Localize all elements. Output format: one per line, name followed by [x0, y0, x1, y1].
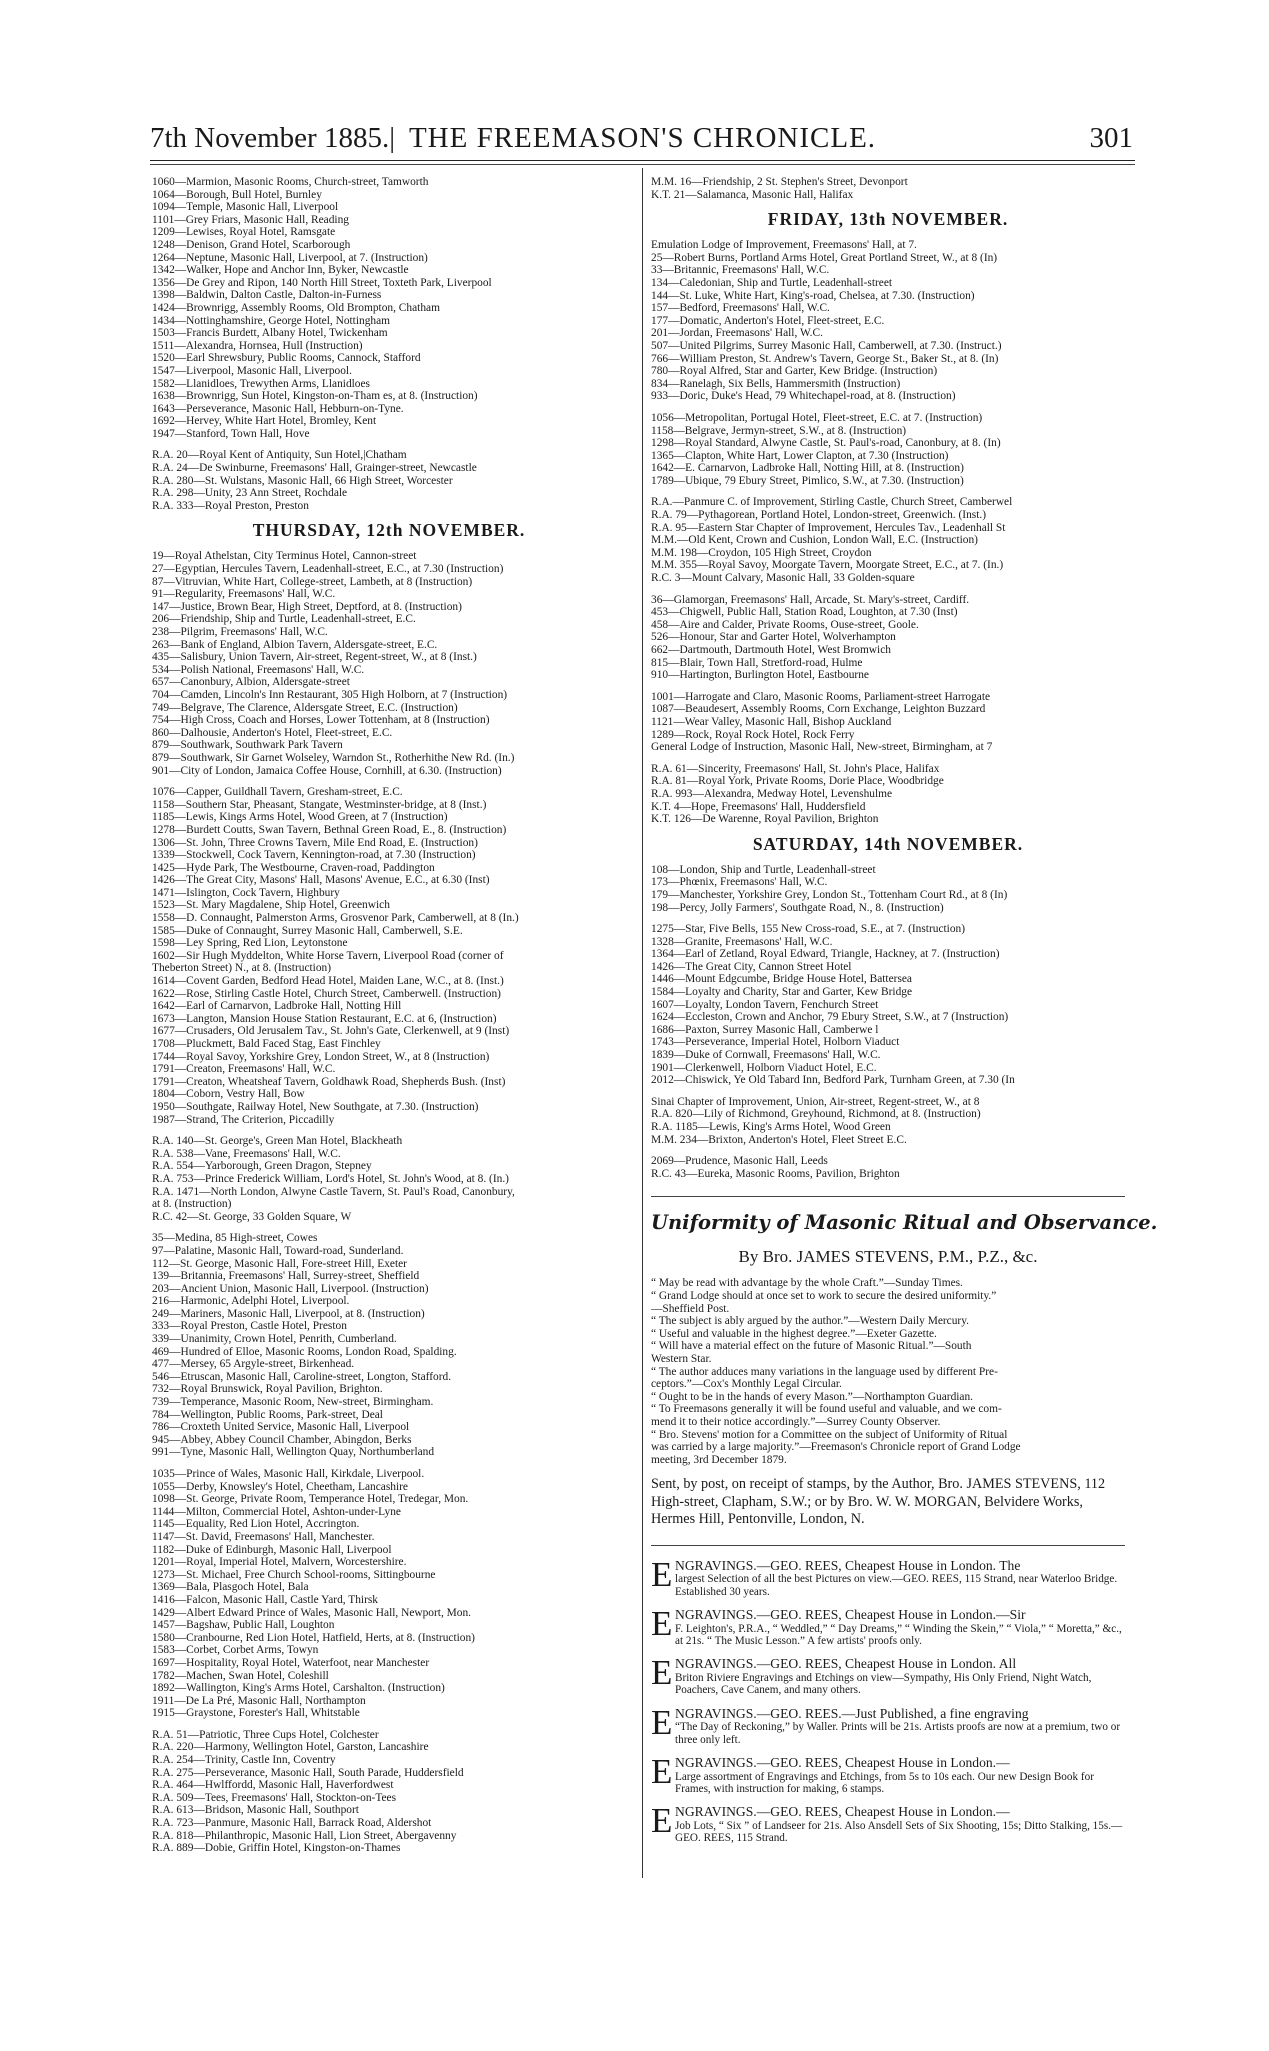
- list-item: R.A. 20—Royal Kent of Antiquity, Sun Hotel,|Chatham: [152, 449, 407, 462]
- engraving-body: Large assortment of Engravings and Etchings, from 5s to 10s each. Our new Design Book for Frames, with instruction for making, 6 stamps.: [675, 1770, 1094, 1795]
- spacer: [651, 914, 1125, 923]
- column-divider: [642, 168, 643, 1878]
- list-item: 1145—Equality, Red Lion Hotel, Accrington.: [152, 1518, 360, 1531]
- list-item: 1121—Wear Valley, Masonic Hall, Bishop Auckland: [651, 715, 892, 728]
- list-item: 662—Dartmouth, Dartmouth Hotel, West Bromwich: [651, 644, 891, 656]
- list-item: 860—Dalhousie, Anderton's Hotel, Fleet-street, E.C.: [152, 726, 393, 739]
- ad-rule: [651, 1196, 1125, 1197]
- list-item: 1987—Strand, The Criterion, Piccadilly: [152, 1113, 335, 1126]
- list-item: 1429—Albert Edward Prince of Wales, Masonic Hall, Newport, Mon.: [152, 1606, 472, 1619]
- list-item: 1278—Burdett Coutts, Swan Tavern, Bethnal Green Road, E., 8. (Instruction): [152, 823, 507, 836]
- list-item: R.A. 993—Alexandra, Medway Hotel, Levenshulme: [651, 787, 893, 800]
- list-item: Sinai Chapter of Improvement, Union, Air-street, Regent-street, W., at 8: [651, 1095, 980, 1108]
- list-item: R.A. 613—Bridson, Masonic Hall, Southport: [152, 1804, 359, 1817]
- list-item: R.A. 554—Yarborough, Green Dragon, Stepney: [152, 1160, 372, 1173]
- list-item: “ May be read with advantage by the whole Craft.”—Sunday Times.: [651, 1277, 963, 1290]
- list-item: 333—Royal Preston, Castle Hotel, Preston: [152, 1320, 347, 1333]
- list-item: Emulation Lodge of Improvement, Freemasons' Hall, at 7.: [651, 239, 917, 252]
- list-item: 1275—Star, Five Bells, 155 New Cross-road, S.E., at 7. (Instruction): [651, 923, 966, 936]
- list-item: 1182—Duke of Edinburgh, Masonic Hall, Liverpool: [152, 1543, 392, 1556]
- list-item: 1209—Lewises, Royal Hotel, Ramsgate: [152, 226, 336, 239]
- list-item: 1643—Perseverance, Masonic Hall, Hebburn-on-Tyne.: [152, 402, 404, 415]
- list-item: R.A. 275—Perseverance, Masonic Hall, South Parade, Huddersfield: [152, 1766, 464, 1779]
- list-item: 1892—Wallington, King's Arms Hotel, Carshalton. (Instruction): [152, 1682, 445, 1695]
- list-item: 546—Etruscan, Masonic Hall, Caroline-street, Longton, Stafford.: [152, 1370, 452, 1383]
- list-item: 879—Southwark, Southwark Park Tavern: [152, 739, 343, 752]
- engraving-headline: NGRAVINGS.—GEO. REES, Cheapest House in London.—Sir: [675, 1607, 1026, 1623]
- engraving-body: “The Day of Reckoning,” by Waller. Prints will be 21s. Artists proofs are now at a premium, two or three only left.: [675, 1721, 1121, 1746]
- list-item: 526—Honour, Star and Garter Hotel, Wolverhampton: [651, 631, 896, 644]
- list-item: 35—Medina, 85 High-street, Cowes: [152, 1232, 318, 1245]
- list-item: “ Useful and valuable in the highest degree.”—Exeter Gazette.: [651, 1327, 937, 1340]
- engraving-ad: [651, 1801, 1125, 1845]
- list-item: mend it to their notice accordingly.”—Surrey County Observer.: [651, 1415, 941, 1428]
- list-item: R.A. 753—Prince Frederick William, Lord's Hotel, St. John's Wood, at 8. (In.): [152, 1172, 509, 1185]
- spacer: [651, 1087, 1125, 1096]
- list-item: 1201—Royal, Imperial Hotel, Malvern, Worcestershire.: [152, 1556, 407, 1569]
- list-item: 1789—Ubique, 79 Ebury Street, Pimlico, S.W., at 7.30. (Instruction): [651, 474, 964, 487]
- list-item: was carried by a large majority.”—Freemason's Chronicle report of Grand Lodge: [651, 1441, 1021, 1454]
- spacer: [651, 754, 1125, 763]
- list-item: 238—Pilgrim, Freemasons' Hall, W.C.: [152, 626, 328, 638]
- thursday-london-lodges: [152, 550, 626, 777]
- engraving-body: largest Selection of all the best Pictures on view.—GEO. REES, 115 Strand, near Waterloo Bridge. Established 30 years.: [675, 1573, 1118, 1598]
- list-item: 657—Canonbury, Albion, Aldersgate-street: [152, 676, 350, 689]
- spacer: [152, 777, 626, 786]
- list-item: Theberton Street) N., at 8. (Instruction): [152, 962, 332, 975]
- list-item: 1158—Belgrave, Jermyn-street, S.W., at 8. (Instruction): [651, 424, 907, 437]
- list-item: 834—Ranelagh, Six Bells, Hammersmith (Instruction): [651, 377, 901, 390]
- list-item: 1584—Loyalty and Charity, Star and Garter, Kew Bridge: [651, 986, 913, 999]
- list-item: 1076—Capper, Guildhall Tavern, Gresham-street, E.C.: [152, 786, 403, 799]
- engraving-body: F. Leighton's, P.R.A., “ Weddled,” “ Day Dreams,” “ Winding the Skein,” “ Viola,” “ Moretta,” &c., at 21s. “ The Music Lesson.” A few artists' proofs only.: [675, 1622, 1122, 1647]
- list-item: 1471—Islington, Cock Tavern, Highbury: [152, 886, 340, 899]
- thursday-country-lodges-2: [152, 1468, 626, 1720]
- list-item: 1708—Pluckmett, Bald Faced Stag, East Finchley: [152, 1038, 381, 1050]
- list-item: 435—Salisbury, Union Tavern, Air-street, Regent-street, W., at 8 (Inst.): [152, 651, 477, 664]
- list-item: 1035—Prince of Wales, Masonic Hall, Kirkdale, Liverpool.: [152, 1468, 425, 1480]
- engraving-headline: NGRAVINGS.—GEO. REES, Cheapest House in London.—: [675, 1804, 1010, 1820]
- list-item: 1583—Corbet, Corbet Arms, Towyn: [152, 1644, 319, 1657]
- list-item: R.A. 298—Unity, 23 Ann Street, Rochdale: [152, 487, 348, 500]
- list-item: 25—Robert Burns, Portland Arms Hotel, Great Portland Street, W., at 8 (In): [651, 251, 998, 264]
- list-item: K.T. 4—Hope, Freemasons' Hall, Huddersfield: [651, 800, 866, 813]
- saturday-london-chapters: [651, 1096, 1125, 1146]
- list-item: 784—Wellington, Public Rooms, Park-street, Deal: [152, 1408, 383, 1421]
- spacer: [152, 1720, 626, 1729]
- list-item: 2012—Chiswick, Ye Old Tabard Inn, Bedford Park, Turnham Green, at 7.30 (In: [651, 1074, 1015, 1087]
- thursday-other-degrees: [651, 176, 1125, 201]
- spacer: [152, 440, 626, 449]
- list-item: 1457—Bagshaw, Public Hall, Loughton: [152, 1619, 335, 1632]
- list-item: “ Grand Lodge should at once set to work to secure the desired uniformity.”: [651, 1289, 997, 1302]
- friday-london-lodges-2: [651, 412, 1125, 488]
- list-item: 36—Glamorgan, Freemasons' Hall, Arcade, St. Mary's-street, Cardiff.: [651, 593, 970, 606]
- list-item: 1101—Grey Friars, Masonic Hall, Reading: [152, 213, 349, 226]
- list-item: 249—Mariners, Masonic Hall, Liverpool, at 8. (Instruction): [152, 1307, 425, 1320]
- masthead-title: THE FREEMASON'S CHRONICLE.: [408, 122, 877, 154]
- list-item: “ Ought to be in the hands of every Mason.”—Northampton Guardian.: [651, 1390, 974, 1403]
- list-item: 1582—Llanidloes, Trewythen Arms, Llanidloes: [152, 377, 370, 390]
- engraving-ad: [651, 1604, 1125, 1647]
- list-item: 1055—Derby, Knowsley's Hotel, Cheetham, Lancashire: [152, 1480, 408, 1493]
- list-item: 1602—Sir Hugh Myddelton, White Horse Tavern, Liverpool Road (corner of: [152, 949, 504, 962]
- friday-country-lodges: [651, 594, 1125, 682]
- list-item: 1950—Southgate, Railway Hotel, New Southgate, at 7.30. (Instruction): [152, 1100, 479, 1113]
- list-item: 179—Manchester, Yorkshire Grey, London St., Tottenham Court Rd., at 8 (In): [651, 888, 1008, 901]
- list-item: 1328—Granite, Freemasons' Hall, W.C.: [651, 935, 833, 948]
- list-item: R.C. 42—St. George, 33 Golden Square, W: [152, 1210, 352, 1223]
- list-item: General Lodge of Instruction, Masonic Hall, New-street, Birmingham, at 7: [651, 741, 993, 754]
- spacer: [651, 585, 1125, 594]
- list-item: “ Bro. Stevens' motion for a Committee on the subject of Uniformity of Ritual: [651, 1428, 1008, 1441]
- list-item: K.T. 21—Salamanca, Masonic Hall, Halifax: [651, 188, 854, 201]
- friday-london-chapters: [651, 496, 1125, 584]
- list-item: at 8. (Instruction): [152, 1198, 232, 1211]
- list-item: 1503—Francis Burdett, Albany Hotel, Twickenham: [152, 327, 388, 340]
- list-item: meeting, 3rd December 1879.: [651, 1453, 787, 1466]
- list-item: 933—Doric, Duke's Head, 79 Whitechapel-road, at 8. (Instruction): [651, 390, 956, 403]
- list-item: R.A. 333—Royal Preston, Preston: [152, 499, 309, 512]
- list-item: 1558—D. Connaught, Palmerston Arms, Grosvenor Park, Camberwell, at 8 (In.): [152, 912, 519, 925]
- engravings-ads: [651, 1554, 1125, 1845]
- list-item: 1947—Stanford, Town Hall, Hove: [152, 427, 310, 440]
- thursday-country-lodges: [152, 1232, 626, 1459]
- list-item: 203—Ancient Union, Masonic Hall, Liverpool. (Instruction): [152, 1282, 429, 1295]
- list-item: 216—Harmonic, Adelphi Hotel, Liverpool.: [152, 1295, 350, 1308]
- saturday-country: [651, 1155, 1125, 1180]
- list-item: 33—Britannic, Freemasons' Hall, W.C.: [651, 264, 830, 277]
- list-item: 1839—Duke of Cornwall, Freemasons' Hall, W.C.: [651, 1049, 881, 1062]
- list-item: 1744—Royal Savoy, Yorkshire Grey, London Street, W., at 8 (Instruction): [152, 1050, 490, 1063]
- list-item: 108—London, Ship and Turtle, Leadenhall-street: [651, 863, 876, 876]
- list-item: 1686—Paxton, Surrey Masonic Hall, Camberwe l: [651, 1023, 879, 1036]
- drop-initial: E: [651, 1604, 673, 1644]
- spacer: [152, 1459, 626, 1468]
- list-item: R.A. 51—Patriotic, Three Cups Hotel, Colchester: [152, 1728, 379, 1741]
- wednesday-country-lodges: [152, 176, 626, 440]
- spacer: [651, 682, 1125, 691]
- list-item: 198—Percy, Jolly Farmers', Southgate Road, N., 8. (Instruction): [651, 901, 944, 914]
- list-item: 780—Royal Alfred, Star and Garter, Kew Bridge. (Instruction): [651, 365, 938, 378]
- list-item: 1642—E. Carnarvon, Ladbroke Hall, Notting Hill, at 8. (Instruction): [651, 462, 964, 475]
- list-item: 139—Britannia, Freemasons' Hall, Surrey-street, Sheffield: [152, 1270, 420, 1283]
- list-item: 815—Blair, Town Hall, Stretford-road, Hulme: [651, 656, 863, 669]
- friday-country-lodges-2: [651, 691, 1125, 754]
- list-item: 754—High Cross, Coach and Horses, Lower Tottenham, at 8 (Instruction): [152, 714, 490, 727]
- list-item: “ Will have a material effect on the future of Masonic Ritual.”—South: [651, 1340, 972, 1353]
- wednesday-chapters: [152, 449, 626, 512]
- list-item: 1638—Brownrigg, Sun Hotel, Kingston-on-Tham es, at 8. (Instruction): [152, 390, 478, 403]
- engraving-ad: [651, 1653, 1125, 1697]
- list-item: R.A. 818—Philanthropic, Masonic Hall, Lion Street, Abergavenny: [152, 1829, 457, 1842]
- list-item: 1547—Liverpool, Masonic Hall, Liverpool.: [152, 364, 352, 377]
- saturday-london-lodges: [651, 864, 1125, 914]
- list-item: —Sheffield Post.: [651, 1302, 730, 1315]
- list-item: 1094—Temple, Masonic Hall, Liverpool: [152, 201, 339, 214]
- thursday-london-lodges-2: [152, 786, 626, 1126]
- list-item: R.A. 1471—North London, Alwyne Castle Tavern, St. Paul's Road, Canonbury,: [152, 1185, 515, 1198]
- list-item: 991—Tyne, Masonic Hall, Wellington Quay, Northumberland: [152, 1446, 435, 1459]
- list-item: 749—Belgrave, The Clarence, Aldersgate Street, E.C. (Instruction): [152, 701, 458, 714]
- list-item: 453—Chigwell, Public Hall, Station Road, Loughton, at 7.30 (Inst): [651, 606, 958, 619]
- list-item: 1598—Ley Spring, Red Lion, Leytonstone: [152, 937, 348, 950]
- ad-title: Uniformity of Masonic Ritual and Observance.: [651, 1211, 1158, 1235]
- list-item: 704—Camden, Lincoln's Inn Restaurant, 305 High Holborn, at 7 (Instruction): [152, 688, 508, 701]
- friday-country-chapters: [651, 763, 1125, 826]
- list-item: 1804—Coborn, Vestry Hall, Bow: [152, 1088, 305, 1101]
- list-item: 945—Abbey, Abbey Council Chamber, Abingdon, Berks: [152, 1433, 412, 1446]
- drop-initial: E: [651, 1554, 673, 1594]
- list-item: 766—William Preston, St. Andrew's Tavern, George St., Baker St., at 8. (In): [651, 352, 999, 365]
- list-item: M.M. 355—Royal Savoy, Moorgate Tavern, Moorgate Street, E.C., at 7. (In.): [651, 559, 1004, 572]
- spacer: [152, 1223, 626, 1232]
- list-item: 97—Palatine, Masonic Hall, Toward-road, Sunderland.: [152, 1244, 404, 1257]
- list-item: 1697—Hospitality, Royal Hotel, Waterfoot, near Manchester: [152, 1656, 430, 1669]
- list-item: R.A. 820—Lily of Richmond, Greyhound, Richmond, at 8. (Instruction): [651, 1108, 981, 1121]
- engravings-rule: [651, 1545, 1125, 1546]
- list-item: R.A. 254—Trinity, Castle Inn, Coventry: [152, 1754, 336, 1767]
- list-item: 1446—Mount Edgcumbe, Bridge House Hotel, Battersea: [651, 973, 912, 986]
- thursday-london-chapters: [152, 1135, 626, 1223]
- list-item: 469—Hundred of Elloe, Masonic Rooms, London Road, Spalding.: [152, 1345, 457, 1358]
- list-item: 1901—Clerkenwell, Holborn Viaduct Hotel, E.C.: [651, 1061, 877, 1074]
- list-item: M.M. 198—Croydon, 105 High Street, Croydon: [651, 546, 872, 559]
- list-item: 2069—Prudence, Masonic Hall, Leeds: [651, 1155, 828, 1168]
- spacer: [651, 1146, 1125, 1155]
- list-item: 173—Phœnix, Freemasons' Hall, W.C.: [651, 876, 828, 889]
- list-item: 1364—Earl of Zetland, Royal Edward, Triangle, Hackney, at 7. (Instruction): [651, 948, 1000, 961]
- list-item: 1624—Eccleston, Crown and Anchor, 79 Ebury Street, S.W., at 7 (Instruction): [651, 1011, 1009, 1024]
- list-item: 201—Jordan, Freemasons' Hall, W.C.: [651, 327, 823, 340]
- list-item: 477—Mersey, 65 Argyle-street, Birkenhead.: [152, 1358, 355, 1371]
- list-item: 339—Unanimity, Crown Hotel, Penrith, Cumberland.: [152, 1333, 397, 1346]
- list-item: 739—Temperance, Masonic Room, New-street, Birmingham.: [152, 1396, 434, 1409]
- list-item: 91—Regularity, Freemasons' Hall, W.C.: [152, 588, 336, 601]
- list-item: 147—Justice, Brown Bear, High Street, Deptford, at 8. (Instruction): [152, 600, 462, 613]
- engraving-headline: NGRAVINGS.—GEO. REES, Cheapest House in London. The: [675, 1557, 1021, 1573]
- list-item: R.A. 1185—Lewis, King's Arms Hotel, Wood Green: [651, 1121, 891, 1133]
- list-item: 19—Royal Athelstan, City Terminus Hotel, Cannon-street: [152, 550, 417, 563]
- list-item: R.A. 509—Tees, Freemasons' Hall, Stockton-on-Tees: [152, 1791, 397, 1804]
- list-item: K.T. 126—De Warenne, Royal Pavilion, Brighton: [651, 813, 879, 826]
- engraving-headline: NGRAVINGS.—GEO. REES, Cheapest House in London. All: [675, 1656, 1017, 1672]
- list-item: Western Star.: [651, 1352, 712, 1365]
- list-item: R.C. 43—Eureka, Masonic Rooms, Pavilion, Brighton: [651, 1167, 900, 1180]
- list-item: 134—Caledonian, Ship and Turtle, Leadenhall-street: [651, 276, 893, 289]
- list-item: 786—Croxteth United Service, Masonic Hall, Liverpool: [152, 1421, 410, 1434]
- list-item: 879—Southwark, Sir Garnet Wolseley, Warndon St., Rotherhithe New Rd. (In.): [152, 751, 515, 764]
- list-item: 1791—Creaton, Wheatsheaf Tavern, Goldhawk Road, Shepherds Bush. (Inst): [152, 1075, 506, 1088]
- drop-initial: E: [651, 1752, 673, 1792]
- list-item: 1580—Cranbourne, Red Lion Hotel, Hatfield, Herts, at 8. (Instruction): [152, 1631, 475, 1644]
- list-item: 1060—Marmion, Masonic Rooms, Church-street, Tamworth: [152, 176, 429, 188]
- list-item: 27—Egyptian, Hercules Tavern, Leadenhall-street, E.C., at 7.30 (Instruction): [152, 563, 504, 576]
- list-item: 1520—Earl Shrewsbury, Public Rooms, Cannock, Stafford: [152, 352, 421, 365]
- list-item: R.A. 220—Harmony, Wellington Hotel, Garston, Lancashire: [152, 1741, 429, 1754]
- list-item: R.A.—Panmure C. of Improvement, Stirling Castle, Church Street, Camberwel: [651, 496, 1013, 509]
- list-item: R.C. 3—Mount Calvary, Masonic Hall, 33 Golden-square: [651, 572, 915, 585]
- list-item: 177—Domatic, Anderton's Hotel, Fleet-street, E.C.: [651, 314, 885, 327]
- list-item: 1642—Earl of Carnarvon, Ladbroke Hall, Notting Hill: [152, 1000, 402, 1013]
- list-item: 507—United Pilgrims, Surrey Masonic Hall, Camberwell, at 7.30. (Instruct.): [651, 339, 1002, 352]
- list-item: 1342—Walker, Hope and Anchor Inn, Byker, Newcastle: [152, 264, 409, 277]
- list-item: R.A. 280—St. Wulstans, Masonic Hall, 66 High Street, Worcester: [152, 474, 453, 487]
- list-item: 1064—Borough, Bull Hotel, Burnley: [152, 188, 322, 201]
- list-item: 1147—St. David, Freemasons' Hall, Manchester.: [152, 1530, 375, 1543]
- list-item: R.A. 61—Sincerity, Freemasons' Hall, St. John's Place, Halifax: [651, 762, 940, 775]
- list-item: 1673—Langton, Mansion House Station Restaurant, E.C. at 6, (Instruction): [152, 1012, 497, 1025]
- list-item: 1158—Southern Star, Pheasant, Stangate, Westminster-bridge, at 8 (Inst.): [152, 798, 487, 811]
- list-item: 1692—Hervey, White Hart Hotel, Bromley, Kent: [152, 415, 377, 428]
- list-item: 1743—Perseverance, Imperial Hotel, Holborn Viaduct: [651, 1036, 900, 1049]
- list-item: R.A. 79—Pythagorean, Portland Hotel, London-street, Greenwich. (Inst.): [651, 509, 987, 522]
- engraving-ad: [651, 1554, 1125, 1598]
- list-item: 157—Bedford, Freemasons' Hall, W.C.: [651, 302, 830, 315]
- list-item: 1614—Covent Garden, Bedford Head Hotel, Maiden Lane, W.C., at 8. (Inst.): [152, 975, 504, 988]
- drop-initial: E: [651, 1801, 673, 1841]
- saturday-london-lodges-2: [651, 923, 1125, 1087]
- spacer: [651, 403, 1125, 412]
- drop-initial: E: [651, 1702, 673, 1742]
- engraving-headline: NGRAVINGS.—GEO. REES, Cheapest House in London.—: [675, 1755, 1010, 1771]
- page-number: 301: [1089, 122, 1133, 154]
- list-item: 1273—St. Michael, Free Church School-rooms, Sittingbourne: [152, 1568, 436, 1581]
- list-item: 1426—The Great City, Cannon Street Hotel: [651, 960, 852, 973]
- list-item: 1289—Rock, Royal Rock Hotel, Rock Ferry: [651, 728, 855, 741]
- list-item: 1416—Falcon, Masonic Hall, Castle Yard, Thirsk: [152, 1593, 379, 1606]
- list-item: 112—St. George, Masonic Hall, Fore-street Hill, Exeter: [152, 1257, 407, 1270]
- ad-author: By Bro. JAMES STEVENS, P.M., P.Z., &c.: [738, 1247, 1038, 1267]
- list-item: “ The author adduces many variations in the language used by different Pre-: [651, 1365, 998, 1378]
- list-item: 1424—Brownrigg, Assembly Rooms, Old Brompton, Chatham: [152, 301, 440, 314]
- list-item: 534—Polish National, Freemasons' Hall, W.C.: [152, 663, 365, 676]
- list-item: “ To Freemasons generally it will be found useful and valuable, and we com-: [651, 1403, 1002, 1416]
- list-item: 1098—St. George, Private Room, Temperance Hotel, Tredegar, Mon.: [152, 1493, 469, 1506]
- list-item: 1911—De La Pré, Masonic Hall, Northampton: [152, 1694, 366, 1707]
- thursday-country-chapters: [152, 1729, 626, 1855]
- list-item: R.A. 95—Eastern Star Chapter of Improvement, Hercules Tav., Leadenhall St: [651, 521, 1006, 534]
- list-item: 1677—Crusaders, Old Jerusalem Tav., St. John's Gate, Clerkenwell, at 9 (Inst): [152, 1025, 510, 1038]
- list-item: M.M.—Old Kent, Crown and Cushion, London Wall, E.C. (Instruction): [651, 534, 978, 547]
- list-item: 1915—Graystone, Forester's Hall, Whitstable: [152, 1707, 360, 1720]
- list-item: 1622—Rose, Stirling Castle Hotel, Church Street, Camberwell. (Instruction): [152, 987, 501, 1000]
- list-item: “ The subject is ably argued by the author.”—Western Daily Mercury.: [651, 1315, 970, 1328]
- list-item: 1426—The Great City, Masons' Hall, Masons' Avenue, E.C., at 6.30 (Inst): [152, 874, 490, 887]
- ad-reviews: [651, 1277, 1125, 1466]
- list-item: 1607—Loyalty, London Tavern, Fenchurch Street: [651, 998, 879, 1011]
- list-item: 1001—Harrogate and Claro, Masonic Rooms, Parliament-street Harrogate: [651, 690, 991, 703]
- list-item: 263—Bank of England, Albion Tavern, Aldersgate-street, E.C.: [152, 638, 438, 651]
- list-item: 458—Aire and Calder, Private Rooms, Ouse-street, Goole.: [651, 618, 919, 631]
- engraving-body: Job Lots, “ Six ” of Landseer for 21s. Also Ansdell Sets of Six Shooting, 15s; Ditto Stalking, 15s.—GEO. REES, 115 Strand.: [675, 1819, 1123, 1845]
- list-item: 1306—St. John, Three Crowns Tavern, Mile End Road, E. (Instruction): [152, 836, 478, 849]
- list-item: R.A. 81—Royal York, Private Rooms, Dorie Place, Woodbridge: [651, 775, 944, 788]
- page-header: [150, 120, 1135, 161]
- list-item: 1425—Hyde Park, The Westbourne, Craven-road, Paddington: [152, 861, 435, 874]
- list-item: 732—Royal Brunswick, Royal Pavilion, Brighton.: [152, 1383, 383, 1396]
- friday-london-lodges: [651, 239, 1125, 403]
- right-column: [651, 176, 1158, 1854]
- saturday-heading: SATURDAY, 14th NOVEMBER.: [752, 833, 1024, 854]
- spacer: [152, 1126, 626, 1135]
- list-item: 1585—Duke of Connaught, Surrey Masonic Hall, Camberwell, S.E.: [152, 924, 463, 937]
- list-item: 1365—Clapton, White Hart, Lower Clapton, at 7.30 (Instruction): [651, 449, 949, 462]
- list-item: 1339—Stockwell, Cock Tavern, Kennington-road, at 7.30 (Instruction): [152, 849, 476, 862]
- list-item: 1056—Metropolitan, Portugal Hotel, Fleet-street, E.C. at 7. (Instruction): [651, 411, 983, 424]
- list-item: M.M. 16—Friendship, 2 St. Stephen's Street, Devonport: [651, 176, 908, 188]
- drop-initial: E: [651, 1653, 673, 1693]
- list-item: 910—Hartington, Burlington Hotel, Eastbourne: [651, 669, 869, 682]
- left-column: [152, 176, 626, 1855]
- engraving-headline: NGRAVINGS.—GEO. REES.—Just Published, a fine engraving: [675, 1705, 1029, 1721]
- list-item: R.A. 140—St. George's, Green Man Hotel, Blackheath: [152, 1135, 403, 1148]
- list-item: 87—Vitruvian, White Hart, College-street, Lambeth, at 8 (Instruction): [152, 575, 473, 588]
- list-item: 1144—Milton, Commercial Hotel, Ashton-under-Lyne: [152, 1505, 401, 1518]
- list-item: 1398—Baldwin, Dalton Castle, Dalton-in-Furness: [152, 289, 382, 302]
- list-item: 1298—Royal Standard, Alwyne Castle, St. Paul's-road, Canonbury, at 8. (In): [651, 437, 1001, 450]
- list-item: 1356—De Grey and Ripon, 140 North Hill Street, Toxteth Park, Liverpool: [152, 276, 492, 289]
- engraving-body: Briton Riviere Engravings and Etchings on view—Sympathy, His Only Friend, Night Watch, Poachers, Cave Canem, and many others.: [675, 1671, 1092, 1697]
- list-item: 206—Friendship, Ship and Turtle, Leadenhall-street, E.C.: [152, 613, 416, 626]
- list-item: R.A. 464—Hwlffordd, Masonic Hall, Haverfordwest: [152, 1779, 394, 1792]
- friday-heading: FRIDAY, 13th NOVEMBER.: [767, 209, 1009, 230]
- list-item: M.M. 234—Brixton, Anderton's Hotel, Fleet Street E.C.: [651, 1133, 907, 1146]
- list-item: R.A. 538—Vane, Freemasons' Hall, W.C.: [152, 1147, 341, 1160]
- issue-date: 7th November 1885.|: [150, 122, 396, 154]
- spacer: [651, 487, 1125, 496]
- list-item: 1791—Creaton, Freemasons' Hall, W.C.: [152, 1063, 336, 1076]
- list-item: 1264—Neptune, Masonic Hall, Liverpool, at 7. (Instruction): [152, 251, 428, 264]
- list-item: R.A. 723—Panmure, Masonic Hall, Barrack Road, Aldershot: [152, 1817, 432, 1830]
- list-item: 1185—Lewis, Kings Arms Hotel, Wood Green, at 7 (Instruction): [152, 811, 448, 824]
- list-item: R.A. 889—Dobie, Griffin Hotel, Kingston-on-Thames: [152, 1842, 401, 1855]
- engraving-ad: [651, 1702, 1125, 1746]
- thursday-heading: THURSDAY, 12th NOVEMBER.: [252, 520, 526, 541]
- list-item: 1434—Nottinghamshire, George Hotel, Nottingham: [152, 314, 391, 327]
- list-item: R.A. 24—De Swinburne, Freemasons' Hall, Grainger-street, Newcastle: [152, 462, 477, 475]
- list-item: 1782—Machen, Swan Hotel, Coleshill: [152, 1669, 329, 1682]
- list-item: 1248—Denison, Grand Hotel, Scarborough: [152, 238, 351, 251]
- list-item: ceptors.”—Cox's Monthly Legal Circular.: [651, 1378, 842, 1391]
- list-item: 1369—Bala, Plasgoch Hotel, Bala: [152, 1581, 309, 1594]
- ad-sent-by-post: Sent, by post, on receipt of stamps, by the Author, Bro. JAMES STEVENS, 112 High-street, Clapham, S.W.; or by Bro. W. W. MORGAN, Belvidere Works, Hermes Hill, Pentonville, London, N.: [651, 1476, 1106, 1528]
- list-item: 1511—Alexandra, Hornsea, Hull (Instruction): [152, 339, 363, 352]
- list-item: 1523—St. Mary Magdalene, Ship Hotel, Greenwich: [152, 899, 390, 912]
- list-item: 144—St. Luke, White Hart, King's-road, Chelsea, at 7.30. (Instruction): [651, 289, 975, 302]
- list-item: 1087—Beaudesert, Assembly Rooms, Corn Exchange, Leighton Buzzard: [651, 703, 986, 716]
- engraving-ad: [651, 1752, 1125, 1795]
- list-item: 901—City of London, Jamaica Coffee House, Cornhill, at 6.30. (Instruction): [152, 764, 502, 777]
- header-rule: [150, 164, 1135, 165]
